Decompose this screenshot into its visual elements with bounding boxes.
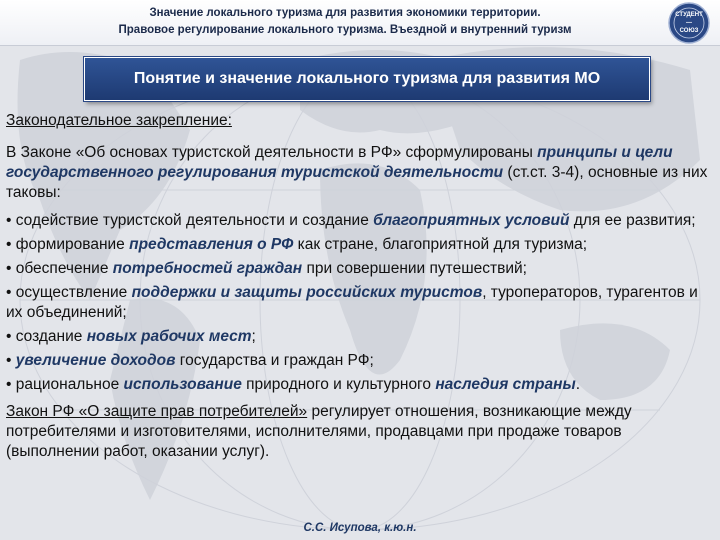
section-banner: Понятие и значение локального туризма для развития МО [84,57,650,101]
text-run: природного и культурного [241,376,436,393]
highlighted-term: потребностей граждан [112,260,303,277]
highlighted-term: поддержки и защиты российских туристов [131,284,483,301]
law-title: Закон РФ «О защите прав потребителей» [6,403,308,420]
goal-list-item [6,375,712,395]
seal-text-3: СОЮЗ [679,28,699,34]
text-run: содействие туристской деятельности и создание [15,212,374,229]
text-run: обеспечение [15,260,113,277]
text-run: ; [251,328,256,345]
slide-body [6,111,712,462]
highlighted-term: принципы и цели государственного регулирования туристской деятельности [6,144,673,181]
highlighted-term: увеличение доходов [15,352,176,369]
text-run: для ее развития; [569,212,696,229]
text-run: . [575,376,581,393]
slide-header [0,0,720,46]
seal-text-2: — [686,20,692,26]
text-run: (ст.ст. 3-4), основные из них таковы: [6,164,708,201]
consumer-law-paragraph [6,402,712,462]
text-run: как стране, благоприятной для туризма; [293,236,588,253]
text-run: формирование [15,236,130,253]
text-run: рациональное [15,376,124,393]
seal-text-1: СТУДЕНТ [675,12,703,18]
goal-list-item [6,211,712,231]
text-run: регулирует отношения, возникающие между потребителями и изготовителями, исполнителями, продавцами при продаже товаров (выполнении работ, оказании услуг). [6,403,632,460]
intro-paragraph [6,143,712,203]
text-run: , туроператоров, турагентов и их объединений; [6,284,698,321]
section-title: Законодательное закрепление: [6,112,232,129]
author-credit: С.С. Исупова, к.ю.н. [303,522,417,534]
highlighted-term: представления о РФ [129,236,294,253]
highlighted-term: наследия страны [435,376,576,393]
goal-list-item [6,259,712,279]
text-run: осуществление [15,284,132,301]
text-run: государства и граждан РФ; [175,352,374,369]
text-run: создание [15,328,87,345]
goals-list [6,211,712,395]
goal-list-item [6,351,712,371]
highlighted-term: благоприятных условий [373,212,570,229]
highlighted-term: использование [123,376,242,393]
text-run: В Законе «Об основах туристской деятельности в РФ» сформулированы [6,144,538,161]
header-title-line2: Правовое регулирование локального туризма. Въездной и внутренний туризм [118,24,572,36]
goal-list-item [6,283,712,323]
goal-list-item [6,235,712,255]
header-title-line1: Значение локального туризма для развития экономики территории. [149,7,541,19]
highlighted-term: новых рабочих мест [86,328,252,345]
text-run: при совершении путешествий; [302,260,527,277]
goal-list-item [6,327,712,347]
